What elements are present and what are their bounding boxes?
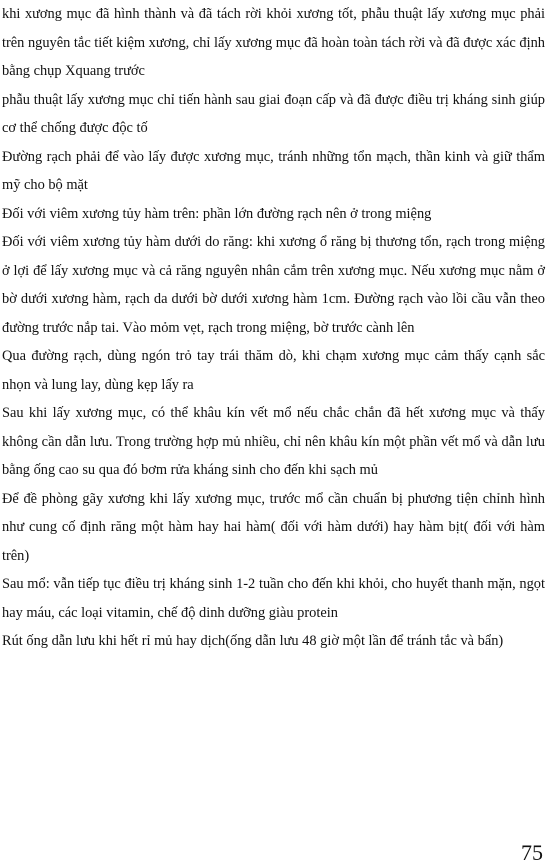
paragraph: Sau khi lấy xương mục, có thể khâu kín vết mổ nếu chắc chắn đã hết xương mục và thấy không cần dẫn lưu. Trong trường hợp mủ nhiều, chỉ nên khâu kín một phần vết mổ và dẫn lưu bằng ống cao su qua đó bơm rửa kháng sinh cho đến khi sạch mủ xyxy=(2,405,545,478)
paragraph: Qua đường rạch, dùng ngón trỏ tay trái thăm dò, khi chạm xương mục cảm thấy cạnh sắc nhọn và lung lay, dùng kẹp lấy ra xyxy=(2,348,545,393)
page-number: 75 xyxy=(521,840,543,865)
paragraph: Rút ống dẫn lưu khi hết rỉ mủ hay dịch(ống dẫn lưu 48 giờ một lần để tránh tắc và bẩn) xyxy=(2,633,504,649)
paragraph: phẫu thuật lấy xương mục chỉ tiến hành sau giai đoạn cấp và đã được điều trị kháng sinh giúp cơ thể chống được độc tố xyxy=(2,91,545,136)
page-body xyxy=(2,0,545,656)
paragraph: Đường rạch phải để vào lấy được xương mục, tránh những tổn mạch, thần kinh và giữ thẩm mỹ cho bộ mặt xyxy=(2,148,545,193)
paragraph: Sau mổ: vẫn tiếp tục điều trị kháng sinh 1-2 tuần cho đến khi khỏi, cho huyết thanh mặn, ngọt hay máu, các loại vitamin, chế độ dinh dưỡng giàu protein xyxy=(2,576,545,621)
paragraph: Đối với viêm xương tủy hàm trên: phần lớn đường rạch nên ở trong miệng xyxy=(2,205,432,222)
paragraph: Để đề phòng gãy xương khi lấy xương mục, trước mổ cần chuẩn bị phương tiện chỉnh hình như cung cố định răng một hàm hay hai hàm( đối với hàm dưới) hay hàm bịt( đối với hàm trên) xyxy=(2,490,545,564)
paragraph: khi xương mục đã hình thành và đã tách rời khỏi xương tốt, phẫu thuật lấy xương mục phải trên nguyên tắc tiết kiệm xương, chỉ lấy xương mục đã hoàn toàn tách rời và đã được xác định bằng chụp Xquang trước xyxy=(2,6,545,79)
paragraph: Đối với viêm xương tủy hàm dưới do răng: khi xương ổ răng bị thương tổn, rạch trong miệng ở lợi để lấy xương mục và cả răng nguyên nhân cắm trên xương mục. Nếu xương mục nằm ở bờ dưới xương hàm, rạch da dưới bờ dưới xương hàm 1cm. Đường rạch vào lồi cầu vẫn theo đường trước nắp tai. Vào mỏm vẹt, rạch trong miệng, bờ trước cành lên xyxy=(2,234,545,336)
